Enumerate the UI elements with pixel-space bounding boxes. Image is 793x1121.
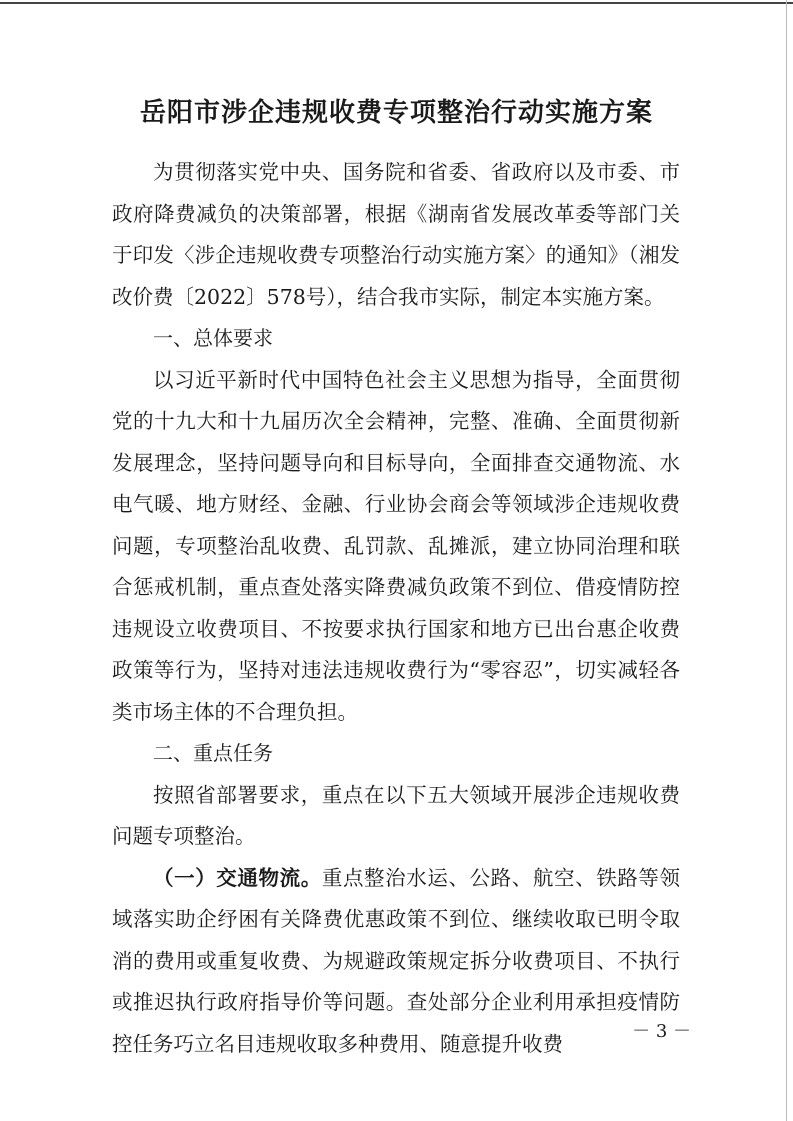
- transport-logistics-lead: （一）交通物流。: [153, 865, 322, 890]
- transport-logistics-text: 重点整治水运、公路、航空、铁路等领域落实助企纾困有关降费优惠政策不到位、继续收取已明令取消的费用或重复收费、为规避政策规定拆分收费项目、不执行或推迟执行政府指导价等问题。查处部分企业利用承担疫情防控任务巧立名目违规收取多种费用、随意提升收费: [112, 865, 681, 1056]
- page-number: － 3 －: [632, 1021, 691, 1042]
- section-heading-key-tasks: 二、重点任务: [153, 741, 273, 765]
- right-border-line: [786, 0, 787, 1121]
- general-requirements-paragraph: 以习近平新时代中国特色社会主义思想为指导，全面贯彻党的十九大和十九届历次全会精神，完整、准确、全面贯彻新发展理念，坚持问题导向和目标导向，全面排查交通物流、水电气暖、地方财经、金融、行业协会商会等领域涉企违规收费问题，专项整治乱收费、乱罚款、乱摊派，建立协同治理和联合惩戒机制，重点查处落实降费减负政策不到位、借疫情防控违规设立收费项目、不按要求执行国家和地方已出台惠企收费政策等行为，坚持对违法违规收费行为“零容忍”，切实减轻各类市场主体的不合理负担。: [112, 367, 680, 724]
- intro-paragraph: 为贯彻落实党中央、国务院和省委、省政府以及市委、市政府降费减负的决策部署，根据《湖南省发展改革委等部门关于印发〈涉企违规收费专项整治行动实施方案〉的通知》（湘发改价费〔2022〕578号），结合我市实际，制定本实施方案。: [112, 160, 680, 309]
- top-border-line: [0, 2, 793, 4]
- transport-logistics-paragraph: [112, 858, 680, 1066]
- document-body: [112, 152, 680, 1065]
- document-title: 岳阳市涉企违规收费专项整治行动实施方案: [139, 98, 653, 128]
- section-heading-general-requirements: 一、总体要求: [153, 326, 273, 350]
- key-tasks-paragraph: 按照省部署要求，重点在以下五大领域开展涉企违规收费问题专项整治。: [112, 782, 680, 848]
